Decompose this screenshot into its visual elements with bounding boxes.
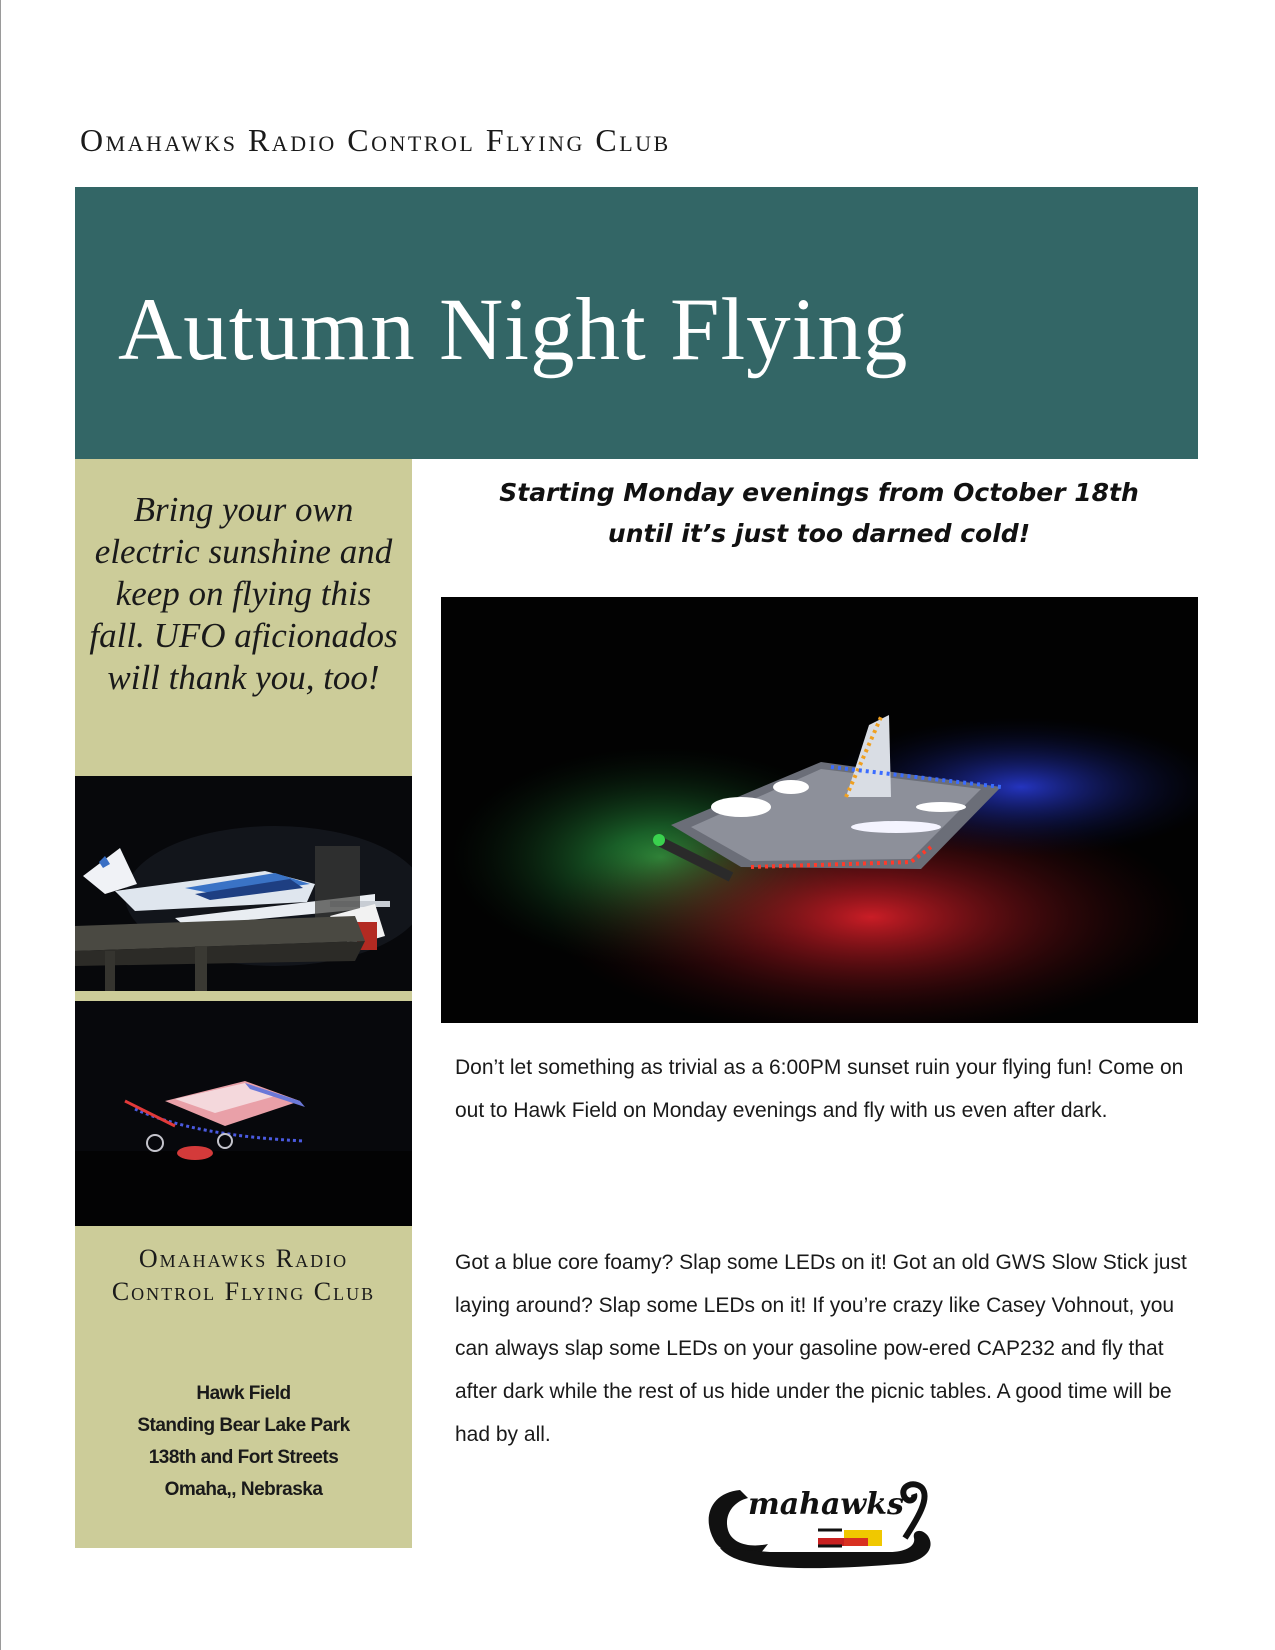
- title-banner: [75, 187, 1198, 459]
- address-line: Hawk Field: [196, 1383, 291, 1404]
- sidebar-tagline: Bring your own electric sunshine and keep on flying this fall. UFO aficionados will thank you, too!: [89, 490, 398, 697]
- sidebar-tagline-panel: [75, 459, 412, 776]
- photo-led-plane-on-grass: [441, 597, 1198, 1023]
- field-address: [89, 1378, 398, 1506]
- page-edge-line: [0, 0, 1, 1650]
- address-line: 138th and Fort Streets: [148, 1447, 339, 1468]
- sidebar-club-name: Omahawks Radio Control Flying Club: [111, 1244, 376, 1306]
- address-line: Omaha,, Nebraska: [164, 1479, 323, 1500]
- club-header: Omahawks Radio Control Flying Club: [80, 122, 671, 158]
- photo-plane-on-table: [75, 776, 412, 991]
- page-title: Autumn Night Flying: [118, 281, 909, 379]
- sidebar-photo-strip: [75, 776, 412, 1226]
- event-schedule-line: Starting Monday evenings from October 18th: [499, 478, 1139, 507]
- event-schedule: [440, 472, 1198, 554]
- address-line: Standing Bear Lake Park: [137, 1415, 350, 1436]
- details-paragraph: Got a blue core foamy? Slap some LEDs on it! Got an old GWS Slow Stick just laying around? Slap some LEDs on it! If you’re crazy like Casey Vohnout, you can always slap some LEDs on your gasoline pow-ered CAP232 and fly that after dark while the rest of us hide under the picnic tables. A good time will be had by all.: [455, 1251, 1187, 1446]
- omahawks-logo: [700, 1478, 940, 1578]
- intro-paragraph: Don’t let something as trivial as a 6:00PM sunset ruin your flying fun! Come on out to Hawk Field on Monday evenings and fly with us even after dark.: [455, 1056, 1184, 1122]
- sidebar-contact-panel: [75, 1226, 412, 1548]
- event-schedule-line: until it’s just too darned cold!: [607, 519, 1031, 548]
- svg-text:mahawks: mahawks: [748, 1487, 904, 1522]
- photo-lit-plane-night: [75, 1001, 412, 1226]
